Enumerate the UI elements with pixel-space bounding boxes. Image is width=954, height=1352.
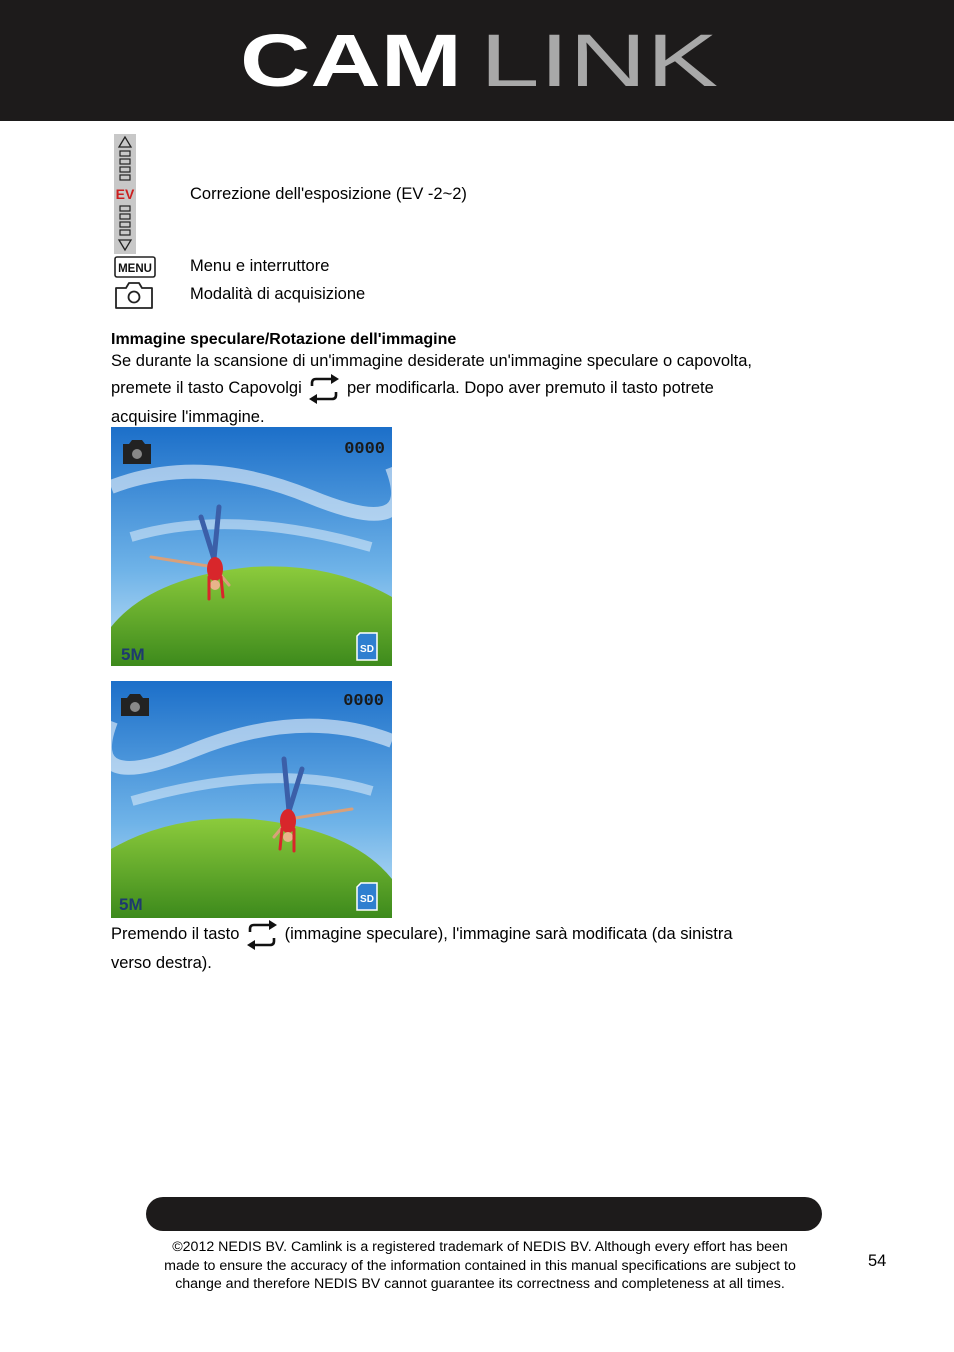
section-line-3: acquisire l'immagine. <box>111 408 265 426</box>
row-exposure-label: Correzione dell'esposizione (EV -2~2) <box>190 185 467 203</box>
footer-line-1: ©2012 NEDIS BV. Camlink is a registered trademark of NEDIS BV. Although every effort has been <box>172 1239 788 1255</box>
section-line-1: Se durante la scansione di un'immagine desiderate un'immagine speculare o capovolta, <box>111 352 753 370</box>
exposure-icon <box>114 134 136 254</box>
logo-part-cam: CAM <box>240 26 462 92</box>
photo-counter: 0000 <box>343 692 384 711</box>
row-capture-mode-label: Modalità di acquisizione <box>190 285 366 303</box>
page-number: 54 <box>868 1252 887 1270</box>
footer-line-2: made to ensure the accuracy of the information contained in this manual specifications are subject to <box>164 1257 796 1274</box>
preview-photo-mirrored <box>111 681 392 918</box>
flip-icon <box>306 372 342 406</box>
after-line-1-before: Premendo il tasto <box>111 925 240 943</box>
ev-label: EV <box>115 186 135 202</box>
footer-line-3: change and therefore NEDIS BV cannot guarantee its correctness and completeness at all times. <box>175 1276 785 1292</box>
camera-icon <box>114 280 154 310</box>
photo-resolution: 5M <box>121 645 145 664</box>
photo-counter: 0000 <box>344 440 385 459</box>
page-header <box>0 0 954 121</box>
after-line-2: verso destra). <box>111 954 212 972</box>
preview-photo-original <box>111 427 392 666</box>
footer-copyright <box>120 1238 840 1294</box>
section-line-2-after: per modificarla. Dopo aver premuto il tasto potrete <box>346 379 714 397</box>
logo-part-link: LINK <box>480 26 718 92</box>
sd-card-label: SD <box>360 644 374 655</box>
sd-card-label: SD <box>360 894 374 905</box>
section-line-2-before: premete il tasto Capovolgi <box>111 379 302 397</box>
menu-icon-label: MENU <box>118 263 152 275</box>
menu-icon <box>114 256 156 278</box>
section-heading: Immagine speculare/Rotazione dell'immagine <box>111 331 457 348</box>
after-line-1-after: (immagine speculare), l'immagine sarà modificata (da sinistra <box>284 925 733 943</box>
after-line-1 <box>111 917 733 952</box>
flip-icon <box>244 918 280 952</box>
camlink-logo <box>240 26 720 92</box>
photo-resolution: 5M <box>119 895 143 914</box>
row-menu-label: Menu e interruttore <box>190 257 330 275</box>
sd-card-icon <box>357 883 377 910</box>
footer-bar <box>146 1197 822 1231</box>
section-line-2 <box>111 371 714 406</box>
sd-card-icon <box>357 633 377 660</box>
